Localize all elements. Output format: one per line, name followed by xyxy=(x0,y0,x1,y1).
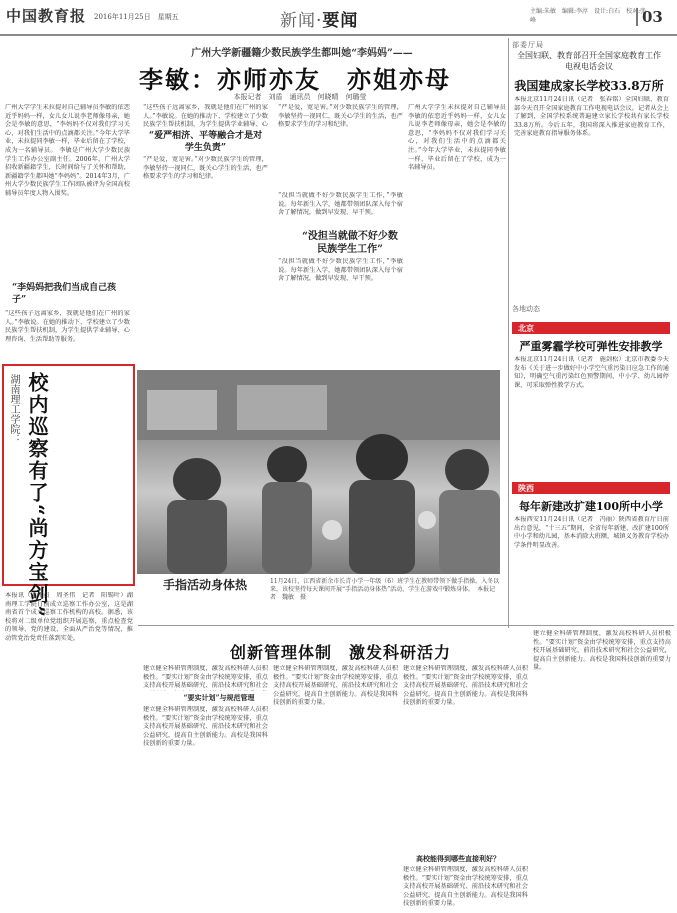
section-heading xyxy=(280,6,358,31)
lead-subhead-2: “没担当就做不好少数民族学生工作” xyxy=(302,231,398,255)
lead-column-1b: “这些孩子远离家乡，我就是他们在广州的家人。”李敏说。在她的推动下，学校建立了少数民族学生帮扶机制，为学生提供学业辅导、心理咨询、生活帮助等服务。 xyxy=(5,310,130,343)
lead-column-2a: “这些孩子远离家乡，我就是他们在广州的家人。”李敏说。在她的推动下，学校建立了少数民族学生帮扶机制，为学生提供学业辅导、心 xyxy=(143,104,268,128)
lead-paragraph: 广州大学学生未拉提对自己辅导员李敏的依恋近乎妈妈一样，女儿女儿说李老师像母亲，她会是李敏的意思，“李妈妈不仅对我们学习关心，对我们生活中的点滴都关注。”今年大学毕业，未拉提同李敏一样，毕业后留在了学校，成为一名辅导员。 xyxy=(5,104,130,154)
right-headline-1: 我国建成家长学校33.8万所 xyxy=(514,79,664,93)
bottom-column-2: 建立健全科研管理制度，激发高校科研人员积极性。“要实计划”资金由学校统筹安排，重点支持高校开展基础研究、前沿技术研究和社会公益研究，提高自主创新能力。高校是我国科技创新的重要力量。 xyxy=(273,665,398,707)
section-name: 要闻 xyxy=(322,11,359,31)
right-headline-3: 每年新建改扩建100所中小学 xyxy=(519,500,663,513)
bottom-title: 创新管理体制 激发科研活力 xyxy=(230,643,452,662)
lead-kicker: 广州大学新疆籍少数民族学生都叫她“李妈妈”—— xyxy=(191,48,413,59)
bottom-subhead-2: 高校能得到哪些直接利好？ xyxy=(416,854,500,863)
photo-illustration xyxy=(137,370,500,574)
lead-column-3b: “没担当就做不好少数民族学生工作，”李敏说。每年新生入学，她都带领团队深入每个宿舍了解情况，做到早发现、早干预。 xyxy=(278,192,403,217)
lead-subhead-1: “爱严相济、平等融合才是对学生负责” xyxy=(148,131,263,153)
lead-column-2: “严是爱，宽是害。”对少数民族学生的管理，李敏坚持一视同仁，既关心学生的生活，也严格要求学生的学习和纪律。 xyxy=(143,156,268,181)
lead-column-3a: “严是爱，宽是害。”对少数民族学生的管理，李敏坚持一视同仁，既关心学生的生活，也严格要求学生的学习和纪律。 xyxy=(278,104,403,129)
masthead xyxy=(0,0,677,36)
region-tag-shaanxi: 陕西 xyxy=(512,482,670,494)
feature-body: 本报讯（通讯员 周圣伟 记者 阳锡叶）湖南理工学院日前成立巡察工作办公室，这是湖南省首个成立巡察工作机构的高校。据悉，该校将对二级单位党组织开展巡察，重点检查党的领导、党的建设、全面从严治党等情况，推动管党治党责任落到实处。 xyxy=(5,592,133,642)
right-body-3: 本报西安11月24日讯（记者 冯丽）陕西省教育厅日前出台意见，“十三五”期间，全省每年新建、改扩建100所中小学和幼儿园，基本消除大班额，城镇义务教育学校办学条件明显改善。 xyxy=(514,516,669,549)
section-label: 新闻 xyxy=(280,11,316,31)
feature-school: 湖南理工学院： xyxy=(8,374,19,444)
newspaper-logo: 中国教育报 xyxy=(6,7,87,25)
lead-column-1 xyxy=(5,104,130,279)
lead-byline: 本报记者 刘盾 通讯员 何晓晴 何璐莹 xyxy=(233,93,367,101)
right-body-2: 本报北京11月24日讯（记者 施剑松）北京市教委今天发布《关于进一步做好中小学空气重污染日应急工作的通知》，明确空气重污染红色预警期间，中小学、幼儿园停课，可采取弹性教学方式。 xyxy=(514,356,669,389)
issue-date: 2016年11月25日 星期五 xyxy=(94,13,179,21)
bottom-column-3: 建立健全科研管理制度，激发高校科研人员积极性。“要实计划”资金由学校统筹安排，重点支持高校开展基础研究、前沿技术研究和社会公益研究，提高自主创新能力。高校是我国科技创新的重要力量。 xyxy=(403,665,528,707)
photo-description: 11月24日，江西省新余市长青小学一年级（6）班学生在教师带领下做手指操。入冬以来，该校坚持每天课间开展“手指活动身体热”活动，学生在游戏中锻炼身体。 本报记者 魏敏 摄 xyxy=(270,578,500,601)
right-notice: 全国妇联、教育部召开全国家庭教育工作电视电话会议 xyxy=(517,51,661,71)
lead-column-4: 广州大学学生未拉提对自己辅导员李敏的依恋近乎妈妈一样，女儿女儿说李老师像母亲，她会是李敏的意思，“李妈妈不仅对我们学习关心，对我们生活中的点滴都关注。”今年大学毕业，未拉提同李敏一样，毕业后留在了学校，成为一名辅导员。 xyxy=(408,104,506,172)
region-section-label: 各地动态 xyxy=(512,305,540,313)
section-separator: · xyxy=(316,11,323,31)
bottom-column-4: 建立健全科研管理制度，激发高校科研人员积极性。“要实计划”资金由学校统筹安排，重点支持高校开展基础研究、前沿技术研究和社会公益研究，提高自主创新能力。高校是我国科技创新的重要力量。 xyxy=(533,630,671,672)
right-body-1: 本报北京11月24日讯（记者 张春铭）全国妇联、教育部今天召开全国家庭教育工作电视电话会议。记者从会上了解到，全国学校系统普遍建立家长学校共有家长学校33.8万所。今后五年，我国将深入推进家庭教育工作，完善家庭教育指导服务体系。 xyxy=(514,96,669,138)
editor-credits: 主编:朱敏 编辑:李淳 设计:白石 校对:张峰 xyxy=(530,8,647,24)
lead-paragraph: 李敏是广州大学少数民族学生工作办公室副主任。2006年，广州大学招收新疆籍学生，长时间给与了关怀和帮助，新疆籍学生都叫她“李妈妈”。2014年3月，广州大学少数民族学生工作团队被评为全国高校辅导员年度人物入围奖。 xyxy=(5,146,130,197)
bottom-column-3b: 建立健全科研管理制度，激发高校科研人员积极性。“要实计划”资金由学校统筹安排，重点支持高校开展基础研究、前沿技术研究和社会公益研究，提高自主创新能力。高校是我国科技创新的重要力量。 xyxy=(403,866,528,908)
bottom-subhead: “要实计划”与规范管理 xyxy=(183,693,255,702)
feature-box xyxy=(2,364,135,586)
region-tag-beijing: 北京 xyxy=(512,322,670,334)
bottom-column-1a: 建立健全科研管理制度，激发高校科研人员积极性。“要实计划”资金由学校统筹安排，重点支持高校开展基础研究、前沿技术研究和社会 xyxy=(143,665,268,690)
column-divider xyxy=(508,38,509,628)
news-photo xyxy=(137,370,500,574)
page-number: 03 xyxy=(636,8,663,26)
lead-title: 李敏：亦师亦友 亦姐亦母 xyxy=(139,65,451,94)
lead-quote: “李妈妈把我们当成自己孩子” xyxy=(12,283,117,305)
right-section-label: 部委厅局 xyxy=(512,41,544,49)
lead-column-3: “没担当就做不好少数民族学生工作，”李敏说。每年新生入学，她都带领团队深入每个宿舍了解情况，做到早发现、早干预。 xyxy=(278,258,403,283)
photo-caption: 手指活动身体热 xyxy=(163,578,248,592)
right-headline-2: 严重雾霾学校可弹性安排教学 xyxy=(519,340,663,353)
bottom-column-1: 建立健全科研管理制度，激发高校科研人员积极性。“要实计划”资金由学校统筹安排，重点支持高校开展基础研究、前沿技术研究和社会公益研究，提高自主创新能力。高校是我国科技创新的重要力量。 xyxy=(143,706,268,748)
bottom-rule xyxy=(138,625,674,626)
feature-title: 校内巡察有了“尚方宝剑” xyxy=(25,372,49,620)
